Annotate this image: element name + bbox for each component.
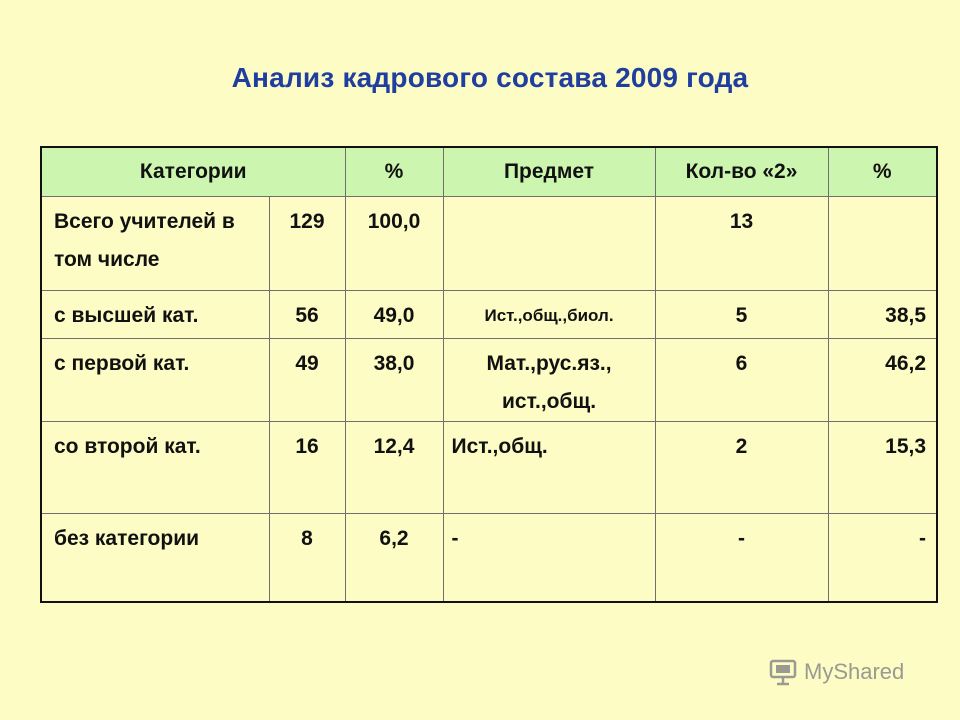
row-name: со второй кат. [41,422,269,514]
row-percent: 100,0 [345,197,443,291]
row-count: 16 [269,422,345,514]
row-percent: 6,2 [345,514,443,602]
staff-table [40,146,938,603]
row-subject: - [443,514,655,602]
watermark-text: MyShared [804,659,905,684]
slide-title: Анализ кадрового состава 2009 года [231,62,749,93]
row-count: 129 [269,197,345,291]
header-percent: % [345,147,443,197]
header-percent2: % [828,147,937,197]
table-row [41,422,937,514]
row-percent: 12,4 [345,422,443,514]
row-percent2: 46,2 [828,339,937,422]
row-subject: Мат.,рус.яз., ист.,общ. [443,339,655,422]
presentation-icon [768,657,798,687]
row-name: с первой кат. [41,339,269,422]
row-subject: Ист.,общ. [443,422,655,514]
table-row [41,291,937,339]
row-count: 56 [269,291,345,339]
row-count2: - [655,514,828,602]
header-categories: Категории [41,147,345,197]
row-percent2 [828,197,937,291]
row-percent2: 15,3 [828,422,937,514]
row-name: с высшей кат. [41,291,269,339]
table-row [41,514,937,602]
row-count: 8 [269,514,345,602]
table-row [41,339,937,422]
myshared-watermark [768,657,904,687]
table-header-row [41,147,937,197]
staff-table-container [40,146,936,598]
row-count2: 2 [655,422,828,514]
row-count2: 13 [655,197,828,291]
row-percent2: 38,5 [828,291,937,339]
table-row [41,197,937,291]
row-count2: 6 [655,339,828,422]
header-count2: Кол-во «2» [655,147,828,197]
row-name: без категории [41,514,269,602]
row-name: Всего учителей в том числе [41,197,269,291]
row-subject [443,197,655,291]
row-percent: 38,0 [345,339,443,422]
row-count: 49 [269,339,345,422]
row-subject: Ист.,общ.,биол. [443,291,655,339]
header-subject: Предмет [443,147,655,197]
row-percent2: - [828,514,937,602]
row-count2: 5 [655,291,828,339]
row-percent: 49,0 [345,291,443,339]
